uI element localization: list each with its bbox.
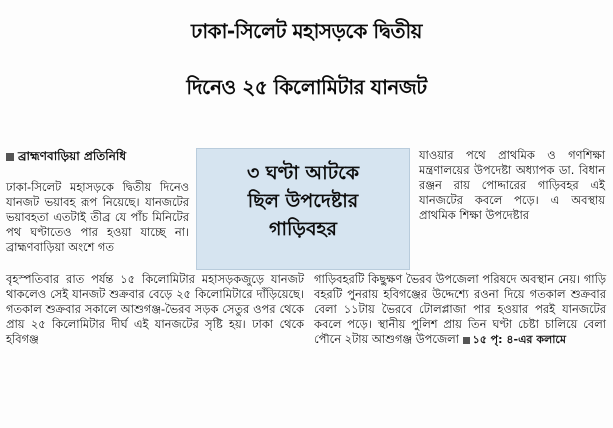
- body-paragraph-bottom-right: [314, 272, 606, 347]
- body-paragraph-right-top: যাওয়ার পথে প্রাথমিক ও গণশিক্ষা মন্ত্রণালয়ের উপদেষ্টা অধ্যাপক ডা. বিধান রঞ্জন রায় পোদ্দারের গাড়িবহর এই যানজটের কবলে পড়ে। এ অবস্থায় প্রাথমিক শিক্ষা উপদেষ্টার: [419, 148, 605, 222]
- pull-quote-line-3: গাড়িবহর: [269, 218, 337, 240]
- body-text-bottom-right: গাড়িবহরটি কিছুক্ষণ ভৈরব উপজেলা পরিষদে অবস্থান নেয়। গাড়ি বহরটি পুনরায় হবিগঞ্জের উদ্দেশ্যে রওনা দিয়ে গতকাল শুক্রবার বেলা ১১টায় ভৈরবে টোলপ্লাজা পার হওয়ার পরই যানজটের কবলে পড়ে। স্থানীয় পুলিশ প্রায় তিন ঘণ্টা চেষ্টা চালিয়ে বেলা পৌনে ২টায় আশুগঞ্জ উপজেলা: [314, 272, 606, 346]
- body-paragraph-bottom-left: বৃহস্পতিবার রাত পর্যন্ত ১৫ কিলোমিটার মহাসড়কজুড়ে যানজট থাকলেও সেই যানজট শুক্রবার বেড়ে ২৫ কিলোমিটারে দাঁড়িয়েছে। গতকাল শুক্রবার সকালে আশুগঞ্জ-ভৈরব সড়ক সেতুর ওপর থেকে প্রায় ২৫ কিলোমিটার দীর্ঘ এই যানজটের সৃষ্টি হয়। ঢাকা থেকে হবিগঞ্জ: [6, 272, 304, 346]
- bullet-square-icon: [6, 153, 14, 161]
- body-paragraph-left: ঢাকা-সিলেট মহাসড়কে দ্বিতীয় দিনেও যানজট ভয়াবহ রূপ নিয়েছে। যানজটের ভয়াবহতা এতটাই তীব্র যে পাঁচ মিনিটের পথ ঘণ্টাতেও পার হওয়া যাচ্ছে না। ব্রাহ্মণবাড়িয়া অংশে গত: [6, 180, 189, 254]
- body-column-right: [419, 148, 605, 223]
- headline-line-2: দিনেও ২৫ কিলোমিটার যানজট: [186, 75, 427, 99]
- headline-line-1: ঢাকা-সিলেট মহাসড়কে দ্বিতীয়: [191, 19, 422, 43]
- pull-quote-line-2: ছিল উপদেষ্টার: [247, 190, 359, 212]
- body-bottom-right: [314, 272, 606, 347]
- continuation-text: ১৫ পৃ: ৪-এর কলামে: [472, 333, 566, 346]
- bullet-square-icon: [463, 337, 470, 344]
- pull-quote-box: [196, 148, 410, 270]
- body-column-left: [6, 180, 189, 255]
- continuation-note: [463, 333, 566, 346]
- body-bottom-left: [6, 272, 304, 347]
- byline-text: ব্রাহ্মণবাড়িয়া প্রতিনিধি: [18, 149, 127, 163]
- byline: [6, 148, 126, 168]
- pull-quote-line-1: ৩ ঘণ্টা আটকে: [246, 162, 360, 184]
